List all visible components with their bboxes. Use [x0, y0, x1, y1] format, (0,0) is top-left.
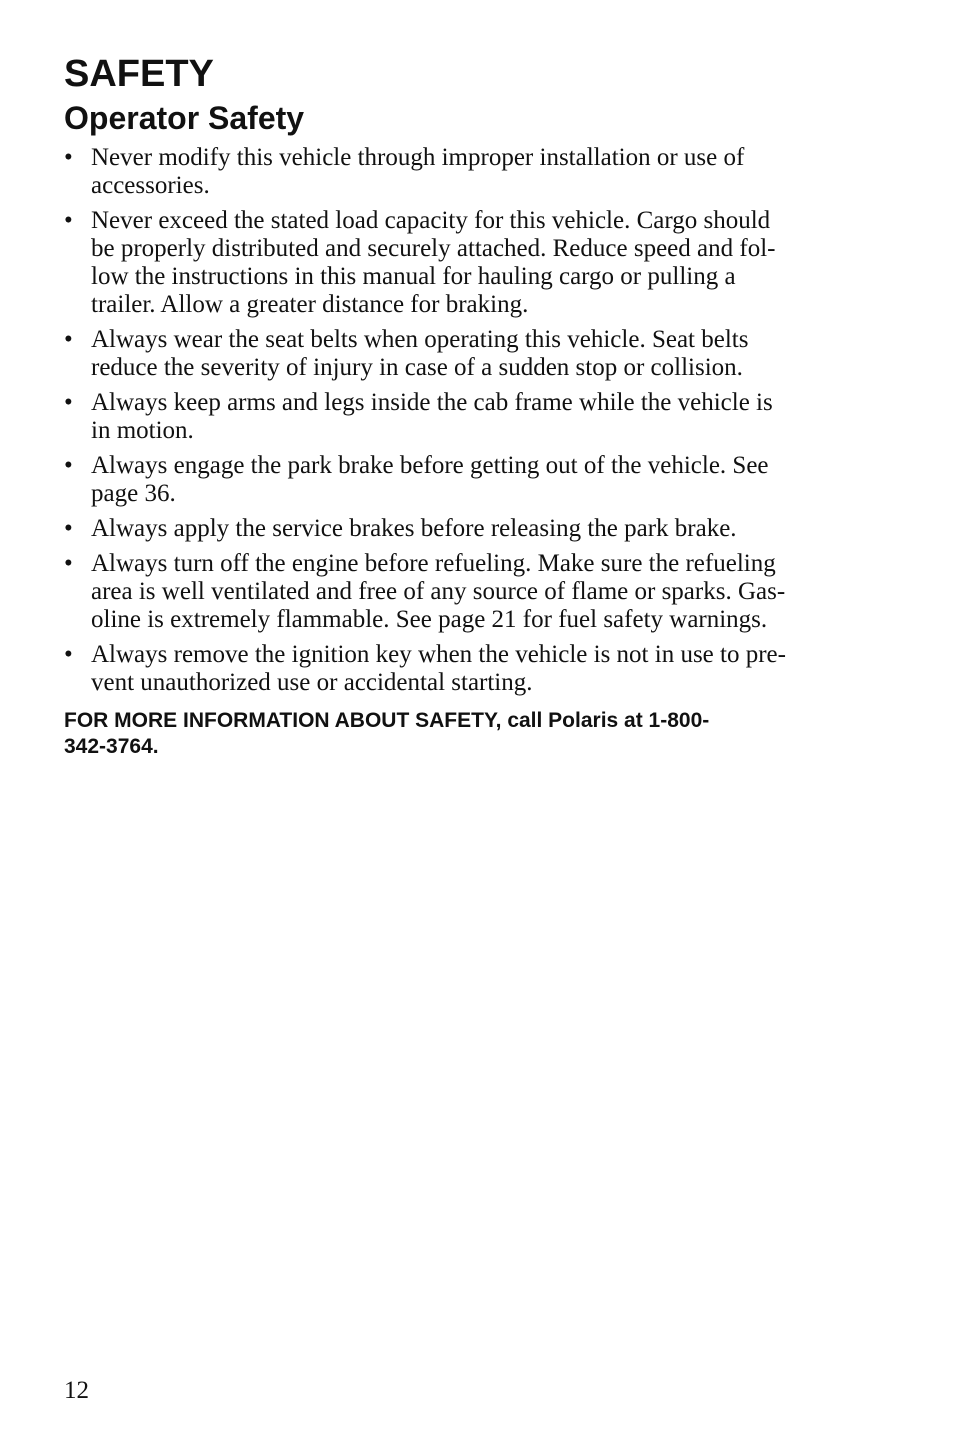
page-number: 12 — [64, 1377, 89, 1404]
bullet-text-line: area is well ventilated and free of any source of flame or sparks. Gas- — [91, 578, 786, 605]
list-item — [64, 144, 874, 200]
bullet-marker: • — [64, 389, 73, 416]
bullet-text-line: accessories. — [91, 172, 210, 199]
subsection-title: Operator Safety — [64, 100, 305, 136]
bullet-text-line: page 36. — [91, 480, 176, 507]
bullet-marker: • — [64, 452, 73, 479]
bullet-text-line: oline is extremely flammable. See page 21 for fuel safety warnings. — [91, 606, 768, 633]
bullet-marker: • — [64, 641, 73, 668]
safety-bullet-list — [64, 144, 874, 704]
bullet-text-line: Always keep arms and legs inside the cab frame while the vehicle is — [91, 389, 773, 416]
bullet-text-line: low the instructions in this manual for hauling cargo or pulling a — [91, 263, 736, 290]
bullet-text-line: Always wear the seat belts when operating this vehicle. Seat belts — [91, 326, 749, 353]
bullet-text-line: reduce the severity of injury in case of a sudden stop or collision. — [91, 354, 743, 381]
bullet-text-line: in motion. — [91, 417, 194, 444]
bullet-marker: • — [64, 515, 73, 542]
list-item — [64, 452, 874, 508]
list-item — [64, 550, 874, 634]
bullet-text-line: be properly distributed and securely attached. Reduce speed and fol- — [91, 235, 776, 262]
list-item — [64, 515, 874, 543]
bullet-text-line: Always turn off the engine before refueling. Make sure the refueling — [91, 550, 776, 577]
list-item — [64, 207, 874, 319]
list-item — [64, 326, 874, 382]
bullet-marker: • — [64, 550, 73, 577]
note-text-line: 342-3764. — [64, 735, 159, 758]
more-info-note — [64, 708, 884, 760]
bullet-text-line: trailer. Allow a greater distance for braking. — [91, 291, 529, 318]
bullet-text-line: Never modify this vehicle through improper installation or use of — [91, 144, 745, 171]
bullet-text-line: Always remove the ignition key when the vehicle is not in use to pre- — [91, 641, 786, 668]
bullet-text-line: Never exceed the stated load capacity for this vehicle. Cargo should — [91, 207, 771, 234]
bullet-marker: • — [64, 207, 73, 234]
note-text-line: FOR MORE INFORMATION ABOUT SAFETY, call Polaris at 1-800- — [64, 709, 710, 732]
list-item — [64, 641, 874, 697]
bullet-text-line: vent unauthorized use or accidental starting. — [91, 669, 533, 696]
bullet-marker: • — [64, 144, 73, 171]
section-title: SAFETY — [64, 53, 214, 95]
bullet-text-line: Always apply the service brakes before releasing the park brake. — [91, 515, 737, 542]
bullet-marker: • — [64, 326, 73, 353]
bullet-text-line: Always engage the park brake before getting out of the vehicle. See — [91, 452, 769, 479]
list-item — [64, 389, 874, 445]
